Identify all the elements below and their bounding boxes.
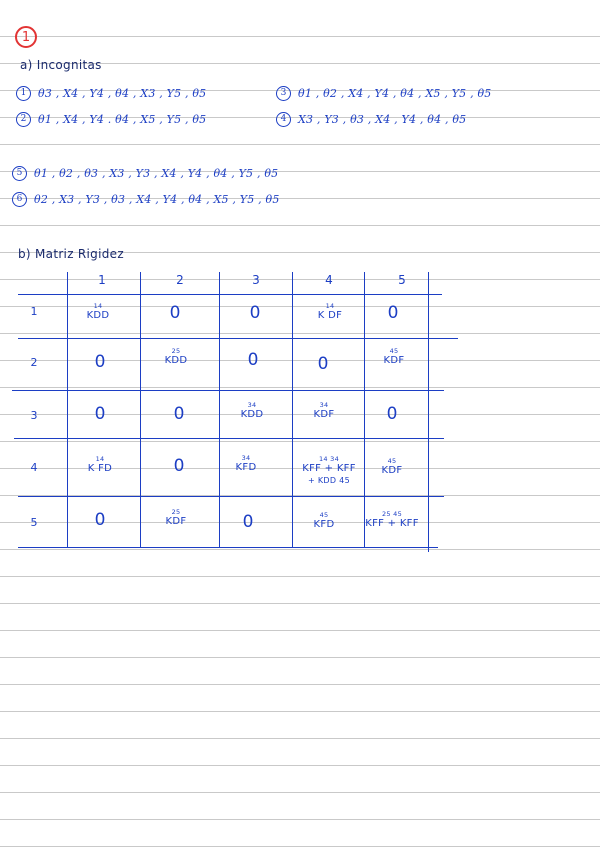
matrix-cell-1-5: 0 [387, 303, 399, 323]
cell-superscript: 14 [325, 302, 335, 310]
cell-term: KFF + KFF [302, 462, 356, 474]
col-header-1: 1 [98, 273, 106, 287]
grid-line-v5 [364, 272, 365, 548]
matrix-cell-4-3 [226, 455, 266, 473]
matrix-cell-1-1 [78, 303, 118, 321]
grid-line-h1 [18, 294, 442, 295]
case-badge: 3 [276, 86, 291, 101]
cell-term: KDD [86, 309, 110, 321]
matrix-cell-1-3: 0 [249, 303, 261, 323]
matrix-cell-4-5 [372, 458, 412, 476]
unknowns-vars: θ1 , X4 , Y4 . θ4 , X5 , Y5 , θ5 [38, 113, 207, 126]
matrix-cell-3-1: 0 [94, 404, 106, 424]
case-badge: 6 [12, 192, 27, 207]
cell-term: K FD [87, 462, 113, 474]
grid-line-v4 [292, 272, 293, 548]
matrix-cell-4-4 [298, 456, 360, 486]
matrix-cell-1-2: 0 [169, 303, 181, 323]
part-b-heading: b) Matriz Rigidez [18, 247, 124, 261]
matrix-cell-5-5 [364, 511, 420, 529]
cell-superscript: 45 [387, 457, 397, 465]
matrix-cell-3-2: 0 [173, 404, 185, 424]
matrix-cell-1-4 [308, 303, 352, 321]
row-header-4: 4 [30, 461, 38, 474]
matrix-cell-2-5 [372, 348, 416, 366]
matrix-cell-2-2 [154, 348, 198, 366]
row-header-5: 5 [30, 516, 38, 529]
cell-term: KDF [165, 515, 187, 527]
unknowns-line-2 [16, 112, 206, 128]
cell-term: KFF + KFF [365, 517, 419, 529]
cell-term: KDF [313, 408, 335, 420]
matrix-cell-3-3 [232, 402, 272, 420]
unknowns-vars: θ3 , X4 , Y4 , θ4 , X3 , Y5 , θ5 [38, 87, 207, 100]
col-header-2: 2 [176, 273, 184, 287]
unknowns-line-1 [16, 86, 206, 102]
col-header-5: 5 [398, 273, 406, 287]
matrix-cell-2-4: 0 [317, 354, 329, 374]
row-header-1: 1 [30, 305, 38, 318]
cell-term: K DF [317, 309, 343, 321]
cell-superscript: 14 [95, 455, 105, 463]
matrix-cell-5-2 [154, 509, 198, 527]
part-a-heading: a) Incognitas [20, 58, 102, 72]
cell-term: KDD [164, 354, 188, 366]
unknowns-line-4 [276, 112, 466, 128]
unknowns-vars: θ2 , X3 , Y3 , θ3 , X4 , Y4 , θ4 , X5 , Y5 , θ5 [34, 193, 280, 206]
grid-line-v6 [428, 272, 429, 552]
grid-line-h3 [12, 390, 444, 391]
matrix-cell-3-5: 0 [386, 404, 398, 424]
cell-term: KFD [235, 461, 257, 473]
cell-term: KDD [240, 408, 264, 420]
unknowns-line-3 [276, 86, 492, 102]
unknowns-vars: θ1 , θ2 , X4 , Y4 , θ4 , X5 , Y5 , θ5 [298, 87, 492, 100]
cell-term: KDF [383, 354, 405, 366]
case-badge: 4 [276, 112, 291, 127]
grid-line-v3 [219, 272, 220, 548]
matrix-cell-5-4 [304, 512, 344, 530]
exercise-number: 1 [21, 30, 31, 45]
col-header-3: 3 [252, 273, 260, 287]
grid-line-h4 [14, 438, 444, 439]
grid-line-v2 [140, 272, 141, 548]
matrix-cell-5-1: 0 [94, 510, 106, 530]
cell-superscript: 14 [93, 302, 103, 310]
grid-line-h2 [18, 338, 458, 339]
cell-term: KFD [313, 518, 335, 530]
unknowns-vars: X3 , Y3 , θ3 , X4 , Y4 , θ4 , θ5 [298, 113, 467, 126]
matrix-cell-2-3: 0 [247, 350, 259, 370]
case-badge: 1 [16, 86, 31, 101]
cell-superscript: 25 [171, 508, 181, 516]
cell-term: KDF [381, 464, 403, 476]
cell-superscript: 34 [247, 401, 257, 409]
cell-superscript: 34 [241, 454, 251, 462]
unknowns-line-5 [12, 166, 278, 182]
cell-superscript: 45 [389, 347, 399, 355]
grid-line-h6 [18, 547, 438, 548]
matrix-cell-4-1 [78, 456, 122, 474]
cell-superscript: 25 45 [381, 510, 403, 518]
grid-line-v1 [67, 272, 68, 548]
exercise-number-badge [15, 26, 37, 48]
row-header-2: 2 [30, 356, 38, 369]
grid-line-h5 [18, 496, 444, 497]
unknowns-vars: θ1 , θ2 , θ3 , X3 , Y3 , X4 , Y4 , θ4 , Y5 , θ5 [34, 167, 279, 180]
matrix-cell-3-4 [304, 402, 344, 420]
cell-superscript: 34 [319, 401, 329, 409]
case-badge: 5 [12, 166, 27, 181]
matrix-cell-5-3: 0 [242, 512, 254, 532]
cell-superscript: 45 [319, 511, 329, 519]
case-badge: 2 [16, 112, 31, 127]
row-header-3: 3 [30, 409, 38, 422]
cell-term-continued: + KDD 45 [308, 476, 350, 486]
matrix-cell-2-1: 0 [94, 352, 106, 372]
unknowns-line-6 [12, 192, 280, 208]
col-header-4: 4 [325, 273, 333, 287]
matrix-cell-4-2: 0 [173, 456, 185, 476]
cell-superscript: 14 34 [318, 455, 340, 463]
cell-superscript: 25 [171, 347, 181, 355]
